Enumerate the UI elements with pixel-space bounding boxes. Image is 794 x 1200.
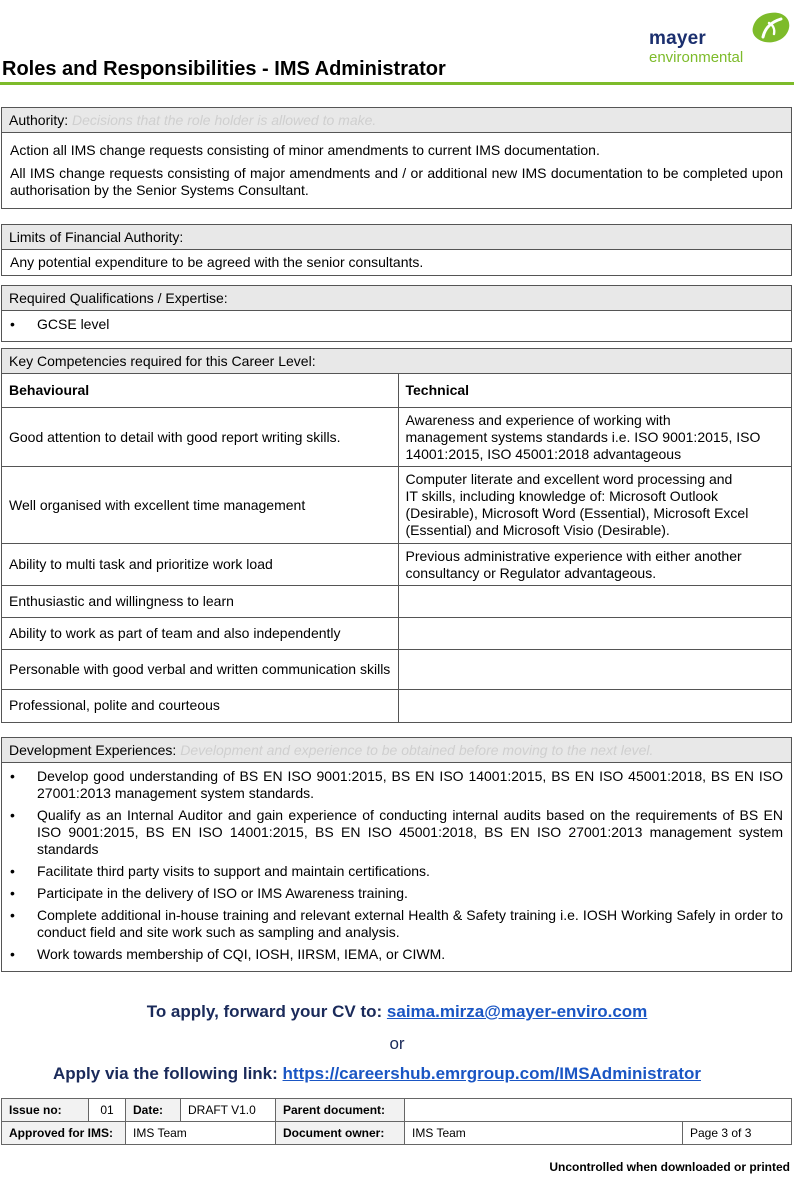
behavioural-cell: Well organised with excellent time management bbox=[2, 467, 398, 544]
technical-text-first: Awareness and experience of working with bbox=[405, 411, 671, 428]
list-item: • Develop good understanding of BS EN ISO 9001:2015, BS EN ISO 14001:2015, BS EN ISO 45001:2018, BS EN ISO 27001:2013 management system standards. bbox=[10, 768, 783, 802]
authority-section bbox=[1, 107, 792, 209]
apply-email-line bbox=[0, 1002, 794, 1022]
financial-header: Limits of Financial Authority: bbox=[2, 225, 791, 250]
competencies-table bbox=[2, 373, 791, 722]
page-title: Roles and Responsibilities - IMS Administrator bbox=[2, 58, 446, 80]
title-rule bbox=[0, 82, 794, 85]
technical-text-rest: consultancy or Regulator advantageous. bbox=[405, 564, 657, 581]
logo-text-environmental: environmental bbox=[649, 49, 744, 66]
parent-document-value bbox=[405, 1099, 792, 1122]
development-section bbox=[1, 737, 792, 972]
qualifications-section bbox=[1, 285, 792, 342]
technical-cell bbox=[398, 690, 791, 722]
approved-label: Approved for IMS: bbox=[2, 1122, 126, 1145]
apply-link-line bbox=[0, 1064, 754, 1084]
competencies-section bbox=[1, 348, 792, 723]
table-row bbox=[2, 650, 791, 690]
technical-cell bbox=[398, 467, 791, 544]
company-logo bbox=[644, 8, 794, 68]
logo-text-mayer: mayer bbox=[649, 28, 706, 49]
table-row bbox=[2, 1099, 792, 1122]
authority-paragraph: All IMS change requests consisting of major amendments and / or additional new IMS documentation to be completed upon authorisation by the Senior Systems Consultant. bbox=[10, 165, 783, 198]
behavioural-cell: Enthusiastic and willingness to learn bbox=[2, 586, 398, 618]
page-number: Page 3 of 3 bbox=[683, 1122, 792, 1145]
apply-email-label: To apply, forward your CV to: bbox=[146, 1002, 387, 1021]
authority-hint: Decisions that the role holder is allowed to make. bbox=[72, 112, 377, 128]
document-owner-label: Document owner: bbox=[276, 1122, 405, 1145]
document-owner-value: IMS Team bbox=[405, 1122, 683, 1145]
issue-value: 01 bbox=[89, 1099, 126, 1122]
technical-cell bbox=[398, 544, 791, 586]
table-row bbox=[2, 544, 791, 586]
issue-label: Issue no: bbox=[2, 1099, 89, 1122]
technical-cell bbox=[398, 408, 791, 467]
list-item: • Work towards membership of CQI, IOSH, IIRSM, IEMA, or CIWM. bbox=[10, 946, 783, 963]
technical-text-rest: management systems standards i.e. ISO 9001:2015, ISO 14001:2015, ISO 45001:2018 advantageous bbox=[405, 428, 761, 462]
qualifications-list bbox=[2, 311, 791, 341]
behavioural-cell: Personable with good verbal and written communication skills bbox=[2, 650, 398, 690]
authority-header bbox=[2, 108, 791, 133]
qualifications-header: Required Qualifications / Expertise: bbox=[2, 286, 791, 311]
apply-careers-link[interactable]: https://careershub.emrgroup.com/IMSAdministrator bbox=[282, 1064, 701, 1083]
development-hint: Development and experience to be obtained before moving to the next level. bbox=[180, 742, 654, 758]
development-header bbox=[2, 738, 791, 763]
competencies-header: Key Competencies required for this Career Level: bbox=[2, 349, 791, 373]
table-row bbox=[2, 690, 791, 722]
document-control-table bbox=[1, 1098, 792, 1145]
date-value: DRAFT V1.0 bbox=[181, 1099, 276, 1122]
page-header bbox=[0, 0, 794, 84]
table-row bbox=[2, 467, 791, 544]
authority-body bbox=[2, 133, 791, 208]
parent-document-label: Parent document: bbox=[276, 1099, 405, 1122]
table-row bbox=[2, 586, 791, 618]
apply-or-text: or bbox=[389, 1034, 405, 1053]
list-item: • Complete additional in-house training and relevant external Health & Safety training i.e. IOSH Working Safely in order to conduct field and site work such as sampling and analysis. bbox=[10, 907, 783, 941]
development-label: Development Experiences: bbox=[9, 742, 177, 758]
behavioural-cell: Ability to work as part of team and also independently bbox=[2, 618, 398, 650]
behavioural-cell: Professional, polite and courteous bbox=[2, 690, 398, 722]
approved-value: IMS Team bbox=[126, 1122, 276, 1145]
behavioural-cell: Good attention to detail with good report writing skills. bbox=[2, 408, 398, 467]
column-header-technical: Technical bbox=[398, 374, 791, 408]
column-header-behavioural: Behavioural bbox=[2, 374, 398, 408]
financial-section bbox=[1, 224, 792, 276]
table-row bbox=[2, 408, 791, 467]
date-label: Date: bbox=[126, 1099, 181, 1122]
list-item: • Participate in the delivery of ISO or IMS Awareness training. bbox=[10, 885, 783, 902]
authority-label: Authority: bbox=[9, 112, 69, 128]
technical-cell bbox=[398, 618, 791, 650]
technical-cell bbox=[398, 586, 791, 618]
technical-cell bbox=[398, 650, 791, 690]
financial-text: Any potential expenditure to be agreed with the senior consultants. bbox=[10, 254, 424, 270]
development-list bbox=[2, 763, 791, 971]
table-header-row bbox=[2, 374, 791, 408]
list-item: • Facilitate third party visits to support and maintain certifications. bbox=[10, 863, 783, 880]
authority-paragraph: Action all IMS change requests consisting of minor amendments to current IMS documentation. bbox=[10, 142, 600, 158]
list-item: • GCSE level bbox=[10, 316, 783, 333]
leaf-logo-icon bbox=[748, 10, 792, 50]
technical-text-rest: IT skills, including knowledge of: Microsoft Outlook (Desirable), Microsoft Word (Essential), Microsoft Excel (Essential) and Microsoft Visio (Desirable). bbox=[405, 488, 749, 538]
technical-text-first: Previous administrative experience with either another bbox=[405, 547, 742, 564]
apply-link-label: Apply via the following link: bbox=[53, 1064, 283, 1083]
technical-text-first: Computer literate and excellent word processing and bbox=[405, 471, 733, 487]
list-item: • Qualify as an Internal Auditor and gain experience of conducting internal audits based on the requirements of BS EN ISO 9001:2015, BS EN ISO 14001:2015, BS EN ISO 45001:2018, BS EN ISO 27001:2013 management system standards bbox=[10, 807, 783, 858]
table-row bbox=[2, 618, 791, 650]
behavioural-cell: Ability to multi task and prioritize work load bbox=[2, 544, 398, 586]
apply-email-link[interactable]: saima.mirza@mayer-enviro.com bbox=[386, 1002, 648, 1021]
uncontrolled-notice: Uncontrolled when downloaded or printed bbox=[549, 1160, 790, 1174]
table-row bbox=[2, 1122, 792, 1145]
